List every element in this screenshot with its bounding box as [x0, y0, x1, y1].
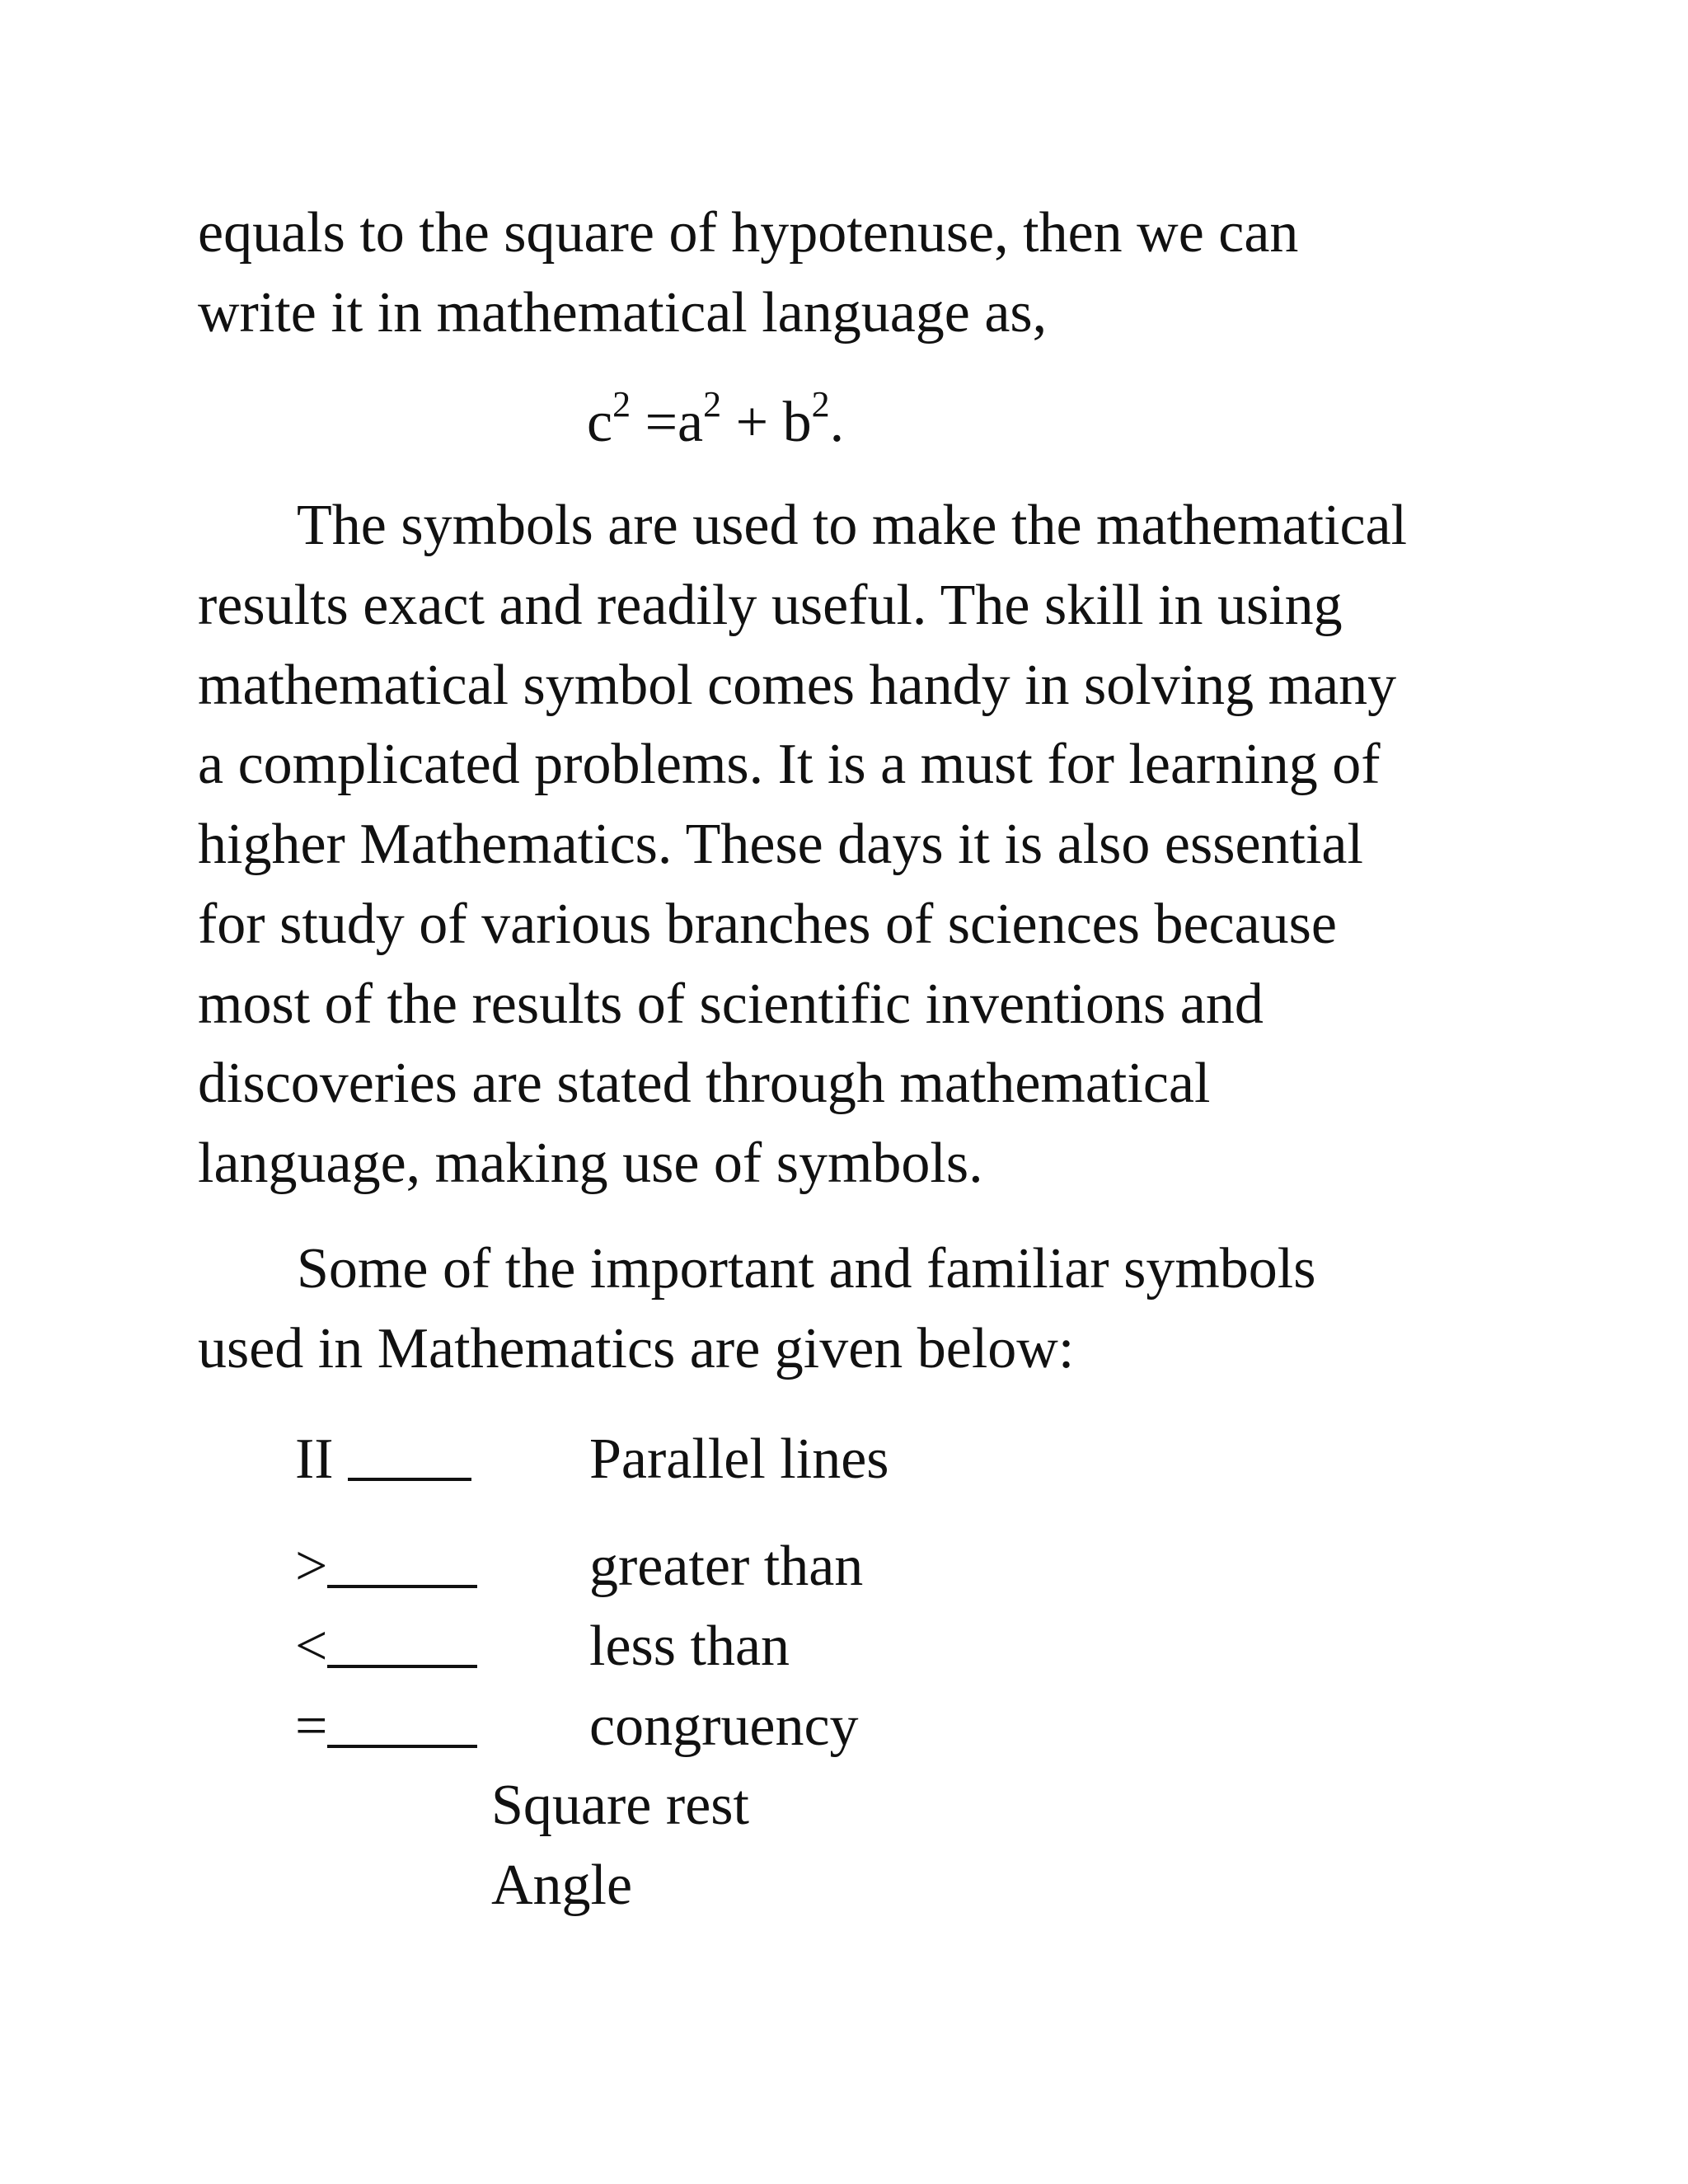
- paragraph-line: results exact and readily useful. The skill in using: [198, 574, 1343, 637]
- symbol-cell: II: [295, 1431, 485, 1488]
- paragraph-line: for study of various branches of sciences because: [198, 893, 1337, 956]
- blank-line: [327, 1665, 477, 1668]
- symbol-meaning: less than: [589, 1615, 790, 1678]
- symbol-item: Square rest: [491, 1774, 749, 1837]
- paragraph-line: a complicated problems. It is a must for learning of: [198, 733, 1381, 796]
- blank-line: [348, 1478, 471, 1481]
- symbol-meaning: Parallel lines: [589, 1427, 889, 1491]
- blank-line: [327, 1745, 477, 1748]
- text-line: write it in mathematical language as,: [198, 281, 1048, 344]
- blank-line: [327, 1585, 477, 1588]
- paragraph-line: The symbols are used to make the mathematical: [297, 494, 1408, 557]
- paragraph-line: Some of the important and familiar symbols: [297, 1237, 1316, 1301]
- symbol-cell: =: [295, 1698, 485, 1755]
- symbol-cell: <: [295, 1618, 485, 1675]
- symbol-item: Angle: [491, 1854, 633, 1917]
- symbol-meaning: greater than: [589, 1535, 864, 1598]
- paragraph-line: used in Mathematics are given below:: [198, 1317, 1075, 1380]
- symbol-meaning: congruency: [589, 1694, 859, 1758]
- symbol-cell: >: [295, 1538, 485, 1596]
- paragraph-line: discoveries are stated through mathematical: [198, 1052, 1211, 1115]
- paragraph-line: higher Mathematics. These days it is also essential: [198, 813, 1363, 876]
- pythagoras-formula: $c^2 =a^2 + b^2$.: [587, 384, 845, 454]
- paragraph-line: language, making use of symbols.: [198, 1132, 983, 1195]
- paragraph-line: mathematical symbol comes handy in solving many: [198, 654, 1397, 717]
- paragraph-line: most of the results of scientific inventions and: [198, 972, 1264, 1036]
- text-line: equals to the square of hypotenuse, then we can: [198, 201, 1299, 265]
